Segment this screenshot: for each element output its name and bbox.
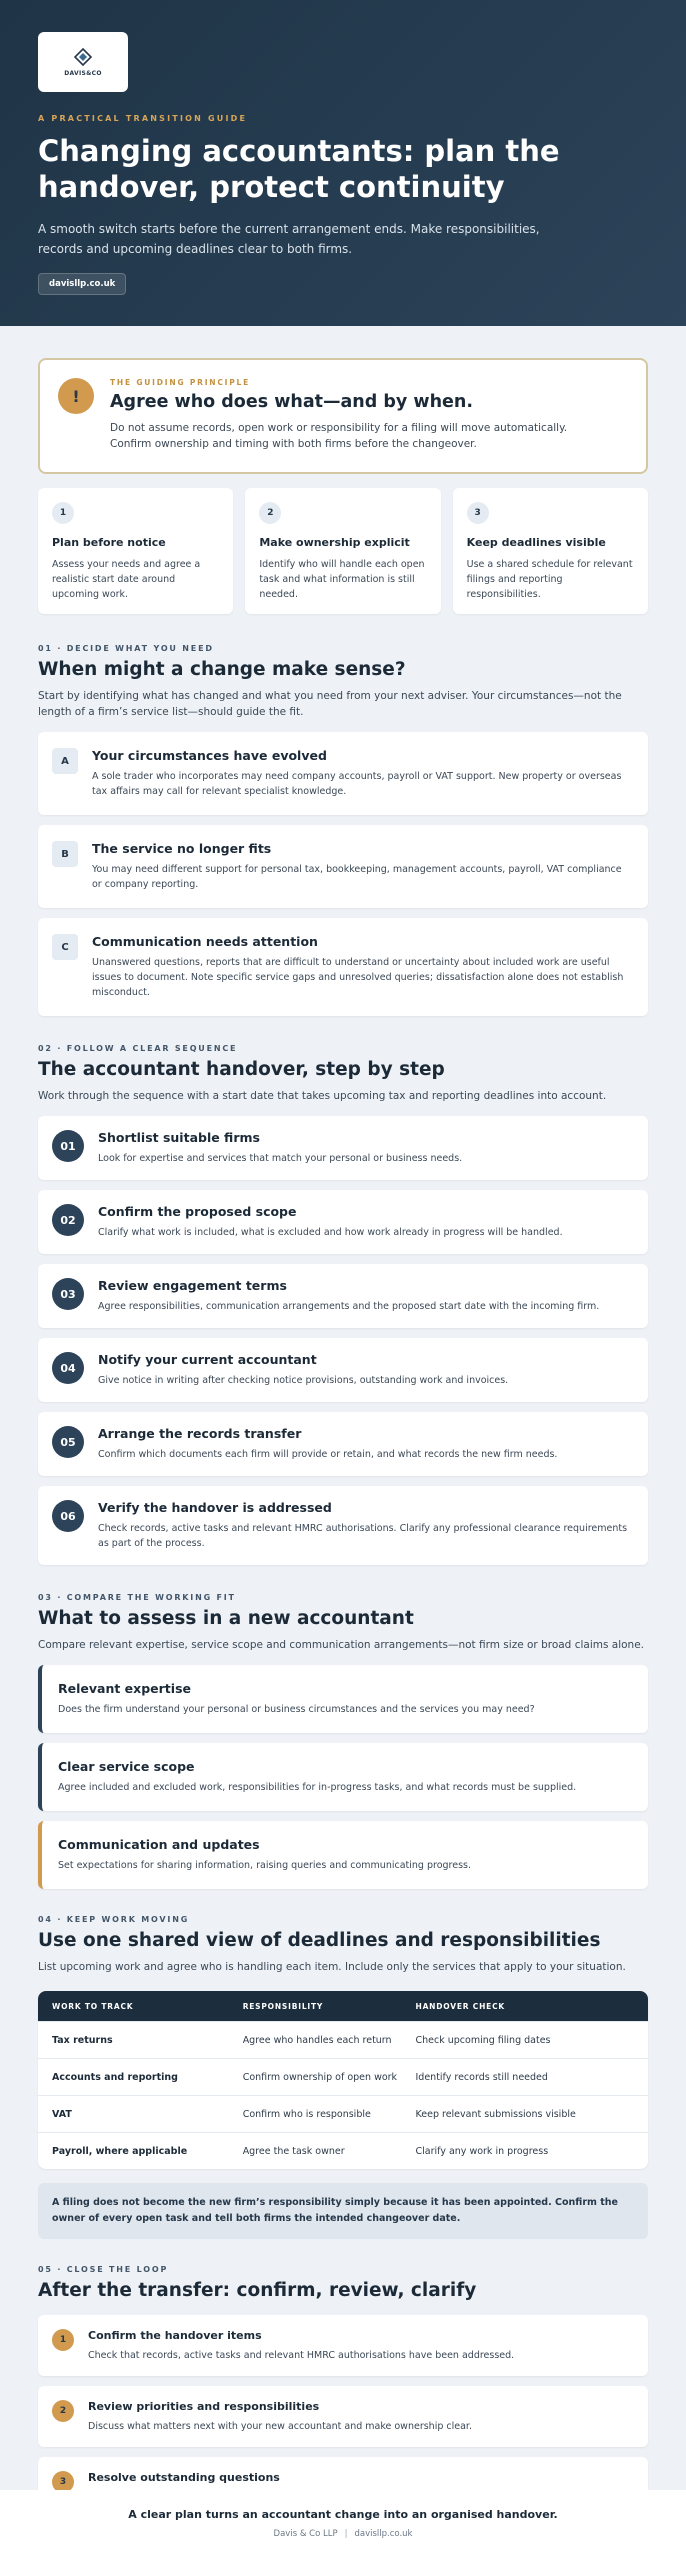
reason-card	[38, 918, 648, 1016]
step-number-circle: 05	[52, 1426, 84, 1458]
step-number-badge: 3	[467, 502, 489, 524]
quick-steps	[38, 488, 648, 614]
step-title: Confirm the proposed scope	[98, 1204, 297, 1219]
hero-subtitle: A smooth switch starts before the current arrangement ends. Make responsibilities, records and upcoming deadlines clear to both firms.	[38, 222, 540, 256]
section-assess-fit	[38, 1593, 648, 1889]
section-subtitle: Compare relevant expertise, service scope and communication arrangements—not firm size or broad claims alone.	[38, 1639, 644, 1651]
assess-text: Set expectations for sharing information, raising queries and communicating progress.	[58, 1860, 471, 1871]
step-title: Review engagement terms	[98, 1278, 287, 1293]
section-close-loop	[38, 2265, 648, 2518]
quick-step-card	[38, 488, 233, 614]
assess-card	[38, 1821, 648, 1889]
step-number-circle: 06	[52, 1500, 84, 1532]
step-number-circle: 03	[52, 1278, 84, 1310]
letter-badge: A	[52, 748, 78, 774]
followup-title: Resolve outstanding questions	[88, 2471, 280, 2484]
principle-text: Do not assume records, open work or responsibility for a filing will move automatically. Confirm ownership and timing with both firms before the changeover.	[110, 422, 568, 450]
logo-mark-icon	[72, 48, 94, 68]
column-header: HANDOVER CHECK	[415, 2001, 505, 2011]
step-number-circle: 04	[52, 1352, 84, 1384]
table-cell: Check upcoming filing dates	[415, 2034, 551, 2046]
step-text: Clarify what work is included, what is excluded and how work already in progress will be handled.	[98, 1227, 563, 1238]
section-eyebrow: 01 · DECIDE WHAT YOU NEED	[38, 644, 214, 653]
letter-badge: C	[52, 934, 78, 960]
table-cell: Confirm ownership of open work	[242, 2071, 398, 2083]
step-text: Check records, active tasks and relevant HMRC authorisations. Clarify any professional clearance requirements as part of the process.	[98, 1523, 628, 1549]
section-subtitle: List upcoming work and agree who is handling each item. Include only the services that apply to your situation.	[38, 1961, 626, 1973]
table-header	[38, 1991, 648, 2021]
footer-separator: |	[344, 2529, 348, 2539]
logo-text: DAVIS&CO	[64, 69, 102, 77]
company-logo[interactable]	[38, 32, 128, 92]
quick-step-text: Identify who will handle each open task and what information is still needed.	[259, 559, 425, 600]
step-number-circle: 1	[52, 2329, 74, 2351]
quick-step-title: Plan before notice	[52, 536, 166, 549]
letter-badge: B	[52, 841, 78, 867]
handover-step-card	[38, 1116, 648, 1180]
section-subtitle: Work through the sequence with a start date that takes upcoming tax and reporting deadlines into account.	[38, 1090, 607, 1102]
followup-title: Review priorities and responsibilities	[88, 2400, 320, 2413]
footer-website-link[interactable]: davisllp.co.uk	[354, 2529, 413, 2539]
table-cell: Payroll, where applicable	[52, 2145, 188, 2157]
section-title: The accountant handover, step by step	[38, 1059, 445, 1080]
step-title: Verify the handover is addressed	[98, 1500, 332, 1515]
table-cell: Keep relevant submissions visible	[415, 2108, 576, 2120]
table-cell: Confirm who is responsible	[242, 2108, 371, 2120]
section-title: Use one shared view of deadlines and responsibilities	[38, 1930, 601, 1951]
handover-step-card	[38, 1190, 648, 1254]
reason-card	[38, 732, 648, 815]
step-number-circle: 02	[52, 1204, 84, 1236]
principle-eyebrow: THE GUIDING PRINCIPLE	[110, 378, 251, 387]
section-eyebrow: 05 · CLOSE THE LOOP	[38, 2265, 169, 2274]
assess-text: Agree included and excluded work, responsibilities for in-progress tasks, and what records must be supplied.	[58, 1782, 577, 1793]
reason-title: The service no longer fits	[92, 841, 272, 856]
table-cell: VAT	[52, 2108, 72, 2120]
table-row	[38, 2021, 648, 2058]
step-text: Give notice in writing after checking notice provisions, outstanding work and invoices.	[98, 1375, 509, 1386]
followup-card	[38, 2315, 648, 2376]
followup-text: Check that records, active tasks and relevant HMRC authorisations have been addressed.	[88, 2350, 515, 2361]
assess-title: Communication and updates	[58, 1837, 260, 1852]
handover-step-card	[38, 1264, 648, 1328]
reason-text: Unanswered questions, reports that are difficult to understand or uncertainty about included work are useful issues to document. Note specific service gaps and unresolved queries; dissatisfaction alone does not establish misconduct.	[92, 957, 624, 998]
guiding-principle-card	[38, 358, 648, 474]
deadlines-table	[38, 1991, 648, 2169]
hero-banner	[0, 0, 686, 326]
table-cell: Clarify any work in progress	[415, 2145, 549, 2157]
section-eyebrow: 02 · FOLLOW A CLEAR SEQUENCE	[38, 1044, 238, 1053]
step-text: Agree responsibilities, communication arrangements and the proposed start date with the incoming firm.	[98, 1301, 600, 1312]
assess-title: Clear service scope	[58, 1759, 195, 1774]
hero-eyebrow: A PRACTICAL TRANSITION GUIDE	[38, 114, 248, 123]
website-link[interactable]: davisllp.co.uk	[38, 273, 126, 295]
section-shared-view	[38, 1915, 648, 2239]
table-cell: Agree the task owner	[242, 2145, 345, 2157]
table-row	[38, 2095, 648, 2132]
step-number-circle: 01	[52, 1130, 84, 1162]
assess-title: Relevant expertise	[58, 1681, 191, 1696]
section-eyebrow: 04 · KEEP WORK MOVING	[38, 1915, 190, 1924]
handover-step-card	[38, 1338, 648, 1402]
quick-step-title: Keep deadlines visible	[466, 536, 606, 549]
page-footer	[0, 2490, 686, 2560]
quick-step-text: Assess your needs and agree a realistic start date around upcoming work.	[52, 559, 201, 600]
reason-title: Communication needs attention	[92, 934, 318, 949]
step-text: Confirm which documents each firm will provide or retain, and what records the new firm needs.	[98, 1449, 558, 1460]
table-cell: Agree who handles each return	[242, 2034, 392, 2046]
footer-title: A clear plan turns an accountant change into an organised handover.	[128, 2508, 558, 2521]
page-title: Changing accountants: plan the handover, protect continuity	[38, 134, 560, 204]
followup-title: Confirm the handover items	[88, 2329, 262, 2342]
step-number-badge: 1	[52, 502, 74, 524]
quick-step-text: Use a shared schedule for relevant filings and reporting responsibilities.	[466, 559, 633, 600]
section-handover-steps	[38, 1044, 648, 1565]
assess-card	[38, 1743, 648, 1811]
section-title: When might a change make sense?	[38, 659, 406, 680]
followup-card	[38, 2386, 648, 2447]
table-row	[38, 2058, 648, 2095]
step-title: Notify your current accountant	[98, 1352, 317, 1367]
assess-text: Does the firm understand your personal or business circumstances and the services you may need?	[58, 1704, 535, 1715]
reason-text: A sole trader who incorporates may need company accounts, payroll or VAT support. New property or overseas tax affairs may call for relevant specialist knowledge.	[92, 771, 622, 797]
reason-card	[38, 825, 648, 908]
section-subtitle: Start by identifying what has changed and what you need from your next adviser. Your circumstances—not the length of a firm’s service list—should guide the fit.	[38, 690, 622, 718]
step-title: Arrange the records transfer	[98, 1426, 302, 1441]
followup-text: Discuss what matters next with your new accountant and make ownership clear.	[88, 2421, 472, 2432]
section-title: What to assess in a new accountant	[38, 1608, 414, 1629]
quick-step-card	[453, 488, 648, 614]
column-header: WORK TO TRACK	[52, 2001, 134, 2011]
table-row	[38, 2132, 648, 2169]
table-cell: Identify records still needed	[415, 2071, 548, 2083]
section-title: After the transfer: confirm, review, clarify	[38, 2280, 477, 2301]
reason-title: Your circumstances have evolved	[92, 748, 327, 763]
callout-note: A filing does not become the new firm’s responsibility simply because it has been appointed. Confirm the owner of every open task and tell both firms the intended changeover date.	[38, 2183, 648, 2239]
assess-card	[38, 1665, 648, 1733]
step-number-badge: 2	[259, 502, 281, 524]
handover-step-card	[38, 1486, 648, 1565]
reason-text: You may need different support for personal tax, bookkeeping, management accounts, payroll, VAT compliance or company reporting.	[92, 864, 622, 890]
table-cell: Accounts and reporting	[52, 2071, 178, 2083]
section-decide-needs	[38, 644, 648, 1016]
column-header: RESPONSIBILITY	[242, 2001, 324, 2011]
section-eyebrow: 03 · COMPARE THE WORKING FIT	[38, 1593, 236, 1602]
step-number-circle: 2	[52, 2400, 74, 2422]
step-title: Shortlist suitable firms	[98, 1130, 260, 1145]
footer-company: Davis & Co LLP	[273, 2529, 338, 2539]
footer-meta	[0, 2529, 686, 2539]
step-text: Look for expertise and services that match your personal or business needs.	[98, 1153, 463, 1164]
table-cell: Tax returns	[52, 2034, 113, 2046]
quick-step-card	[245, 488, 440, 614]
step-number-circle: 3	[52, 2471, 74, 2493]
exclamation-icon: !	[58, 378, 94, 414]
handover-step-card	[38, 1412, 648, 1476]
principle-title: Agree who does what—and by when.	[110, 392, 474, 412]
quick-step-title: Make ownership explicit	[259, 536, 410, 549]
